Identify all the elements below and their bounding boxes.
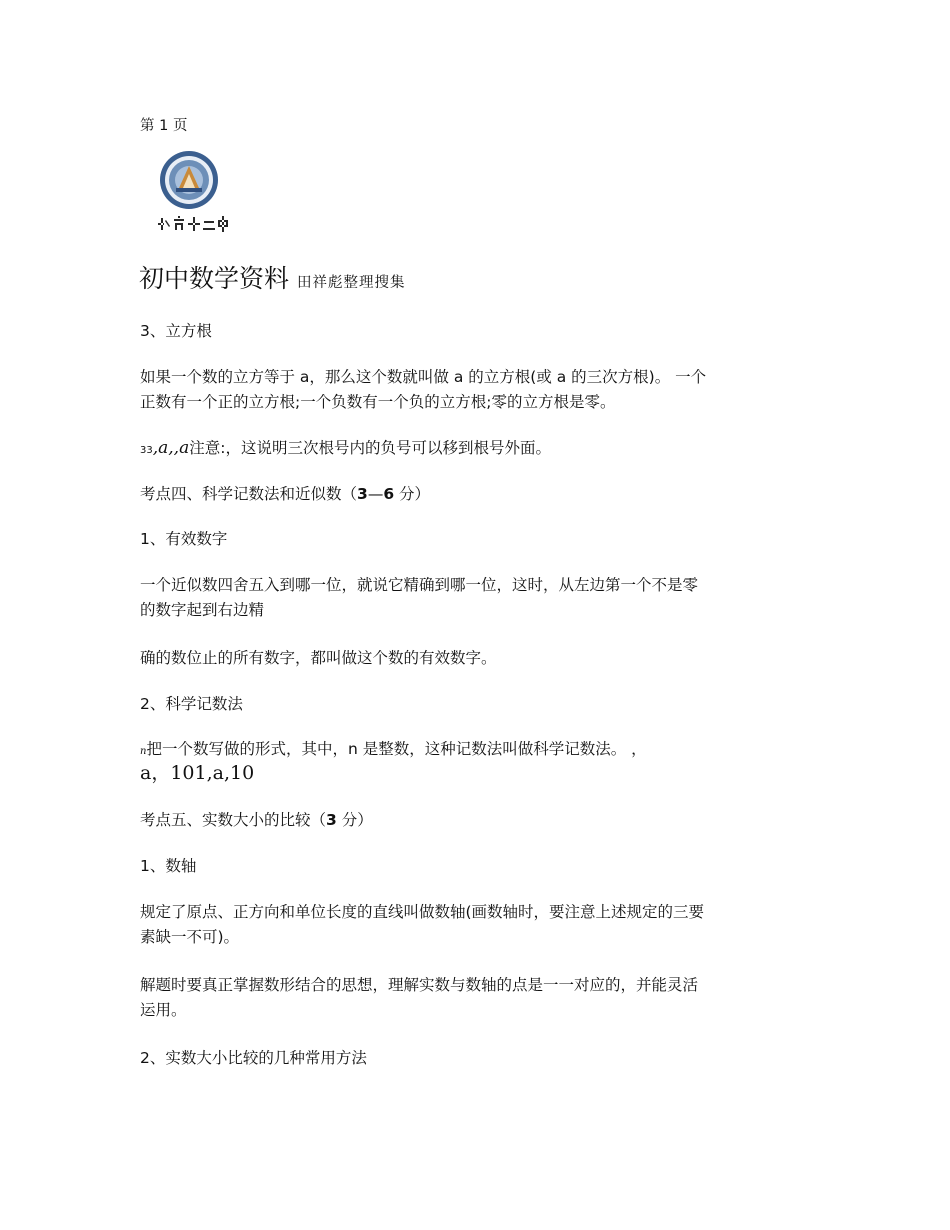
paragraph-number-line-usage [140, 973, 812, 1023]
heading-text: 考点五、实数大小的比较（ [140, 811, 327, 829]
score-range-start: 3 [357, 485, 368, 503]
section-heading-scientific-notation [140, 482, 430, 507]
page-number: 第 1 页 [140, 118, 188, 134]
school-logo [152, 150, 234, 235]
paragraph-cube-root-definition [140, 365, 812, 415]
text-line: 正数有一个正的立方根;一个负数有一个负的立方根;零的立方根是零。 [140, 393, 616, 411]
paragraph-significant-figures-cont: 确的数位止的所有数字，都叫做这个数的有效数字。 [140, 649, 497, 667]
school-emblem-icon [152, 150, 234, 235]
heading-text: 考点四、科学记数法和近似数（ [140, 485, 358, 503]
subheading-scientific-notation: 2、科学记数法 [140, 695, 243, 713]
score-range-end: 6 [383, 485, 395, 503]
text-line: 注意:，这说明三次根号内的负号可以移到根号外面。 [189, 439, 551, 457]
subheading-significant-figures: 1、有效数字 [140, 530, 228, 548]
section-heading-cube-root: 3、立方根 [140, 322, 212, 340]
text-line: 规定了原点、正方向和单位长度的直线叫做数轴(画数轴时，要注意上述规定的三要 [140, 903, 705, 921]
paragraph-cube-root-note [140, 436, 551, 463]
title-author: 田祥彪整理搜集 [297, 275, 406, 291]
formula-scientific-notation [140, 760, 254, 786]
document-title [139, 262, 406, 296]
paragraph-number-line-definition [140, 900, 812, 950]
text-line: 如果一个数的立方等于 a，那么这个数就叫做 a 的立方根(或 a 的三次方根)。 一个 [140, 368, 707, 386]
formula-fragment: 33 [140, 445, 153, 456]
subheading-comparison-methods: 2、实数大小比较的几种常用方法 [140, 1049, 367, 1067]
heading-text: 分） [394, 485, 431, 503]
text-line: 素缺一不可)。 [140, 928, 240, 946]
text-line: 的数字起到右边精 [140, 601, 265, 619]
subheading-number-line: 1、数轴 [140, 857, 197, 875]
formula-fragment: a，101,a,10 [140, 762, 255, 784]
score-value: 3 [326, 811, 337, 829]
text-line: 把一个数写做的形式，其中，n 是整数，这种记数法叫做科学记数法。 ， [146, 740, 647, 758]
text-line: 解题时要真正掌握数形结合的思想，理解实数与数轴的点是一一对应的，并能灵活 [140, 976, 699, 994]
section-heading-compare-reals [140, 808, 373, 833]
score-range-dash: — [367, 485, 384, 503]
paragraph-significant-figures [140, 573, 812, 623]
main-title: 初中数学资料 [139, 264, 290, 293]
heading-text: 分） [336, 811, 373, 829]
text-line: 运用。 [140, 1001, 187, 1019]
formula-fragment: ,a,,a [152, 438, 190, 458]
text-line: 一个近似数四舍五入到哪一位，就说它精确到哪一位，这时，从左边第一个不是零 [140, 576, 699, 594]
formula-fragment: n [140, 746, 147, 757]
